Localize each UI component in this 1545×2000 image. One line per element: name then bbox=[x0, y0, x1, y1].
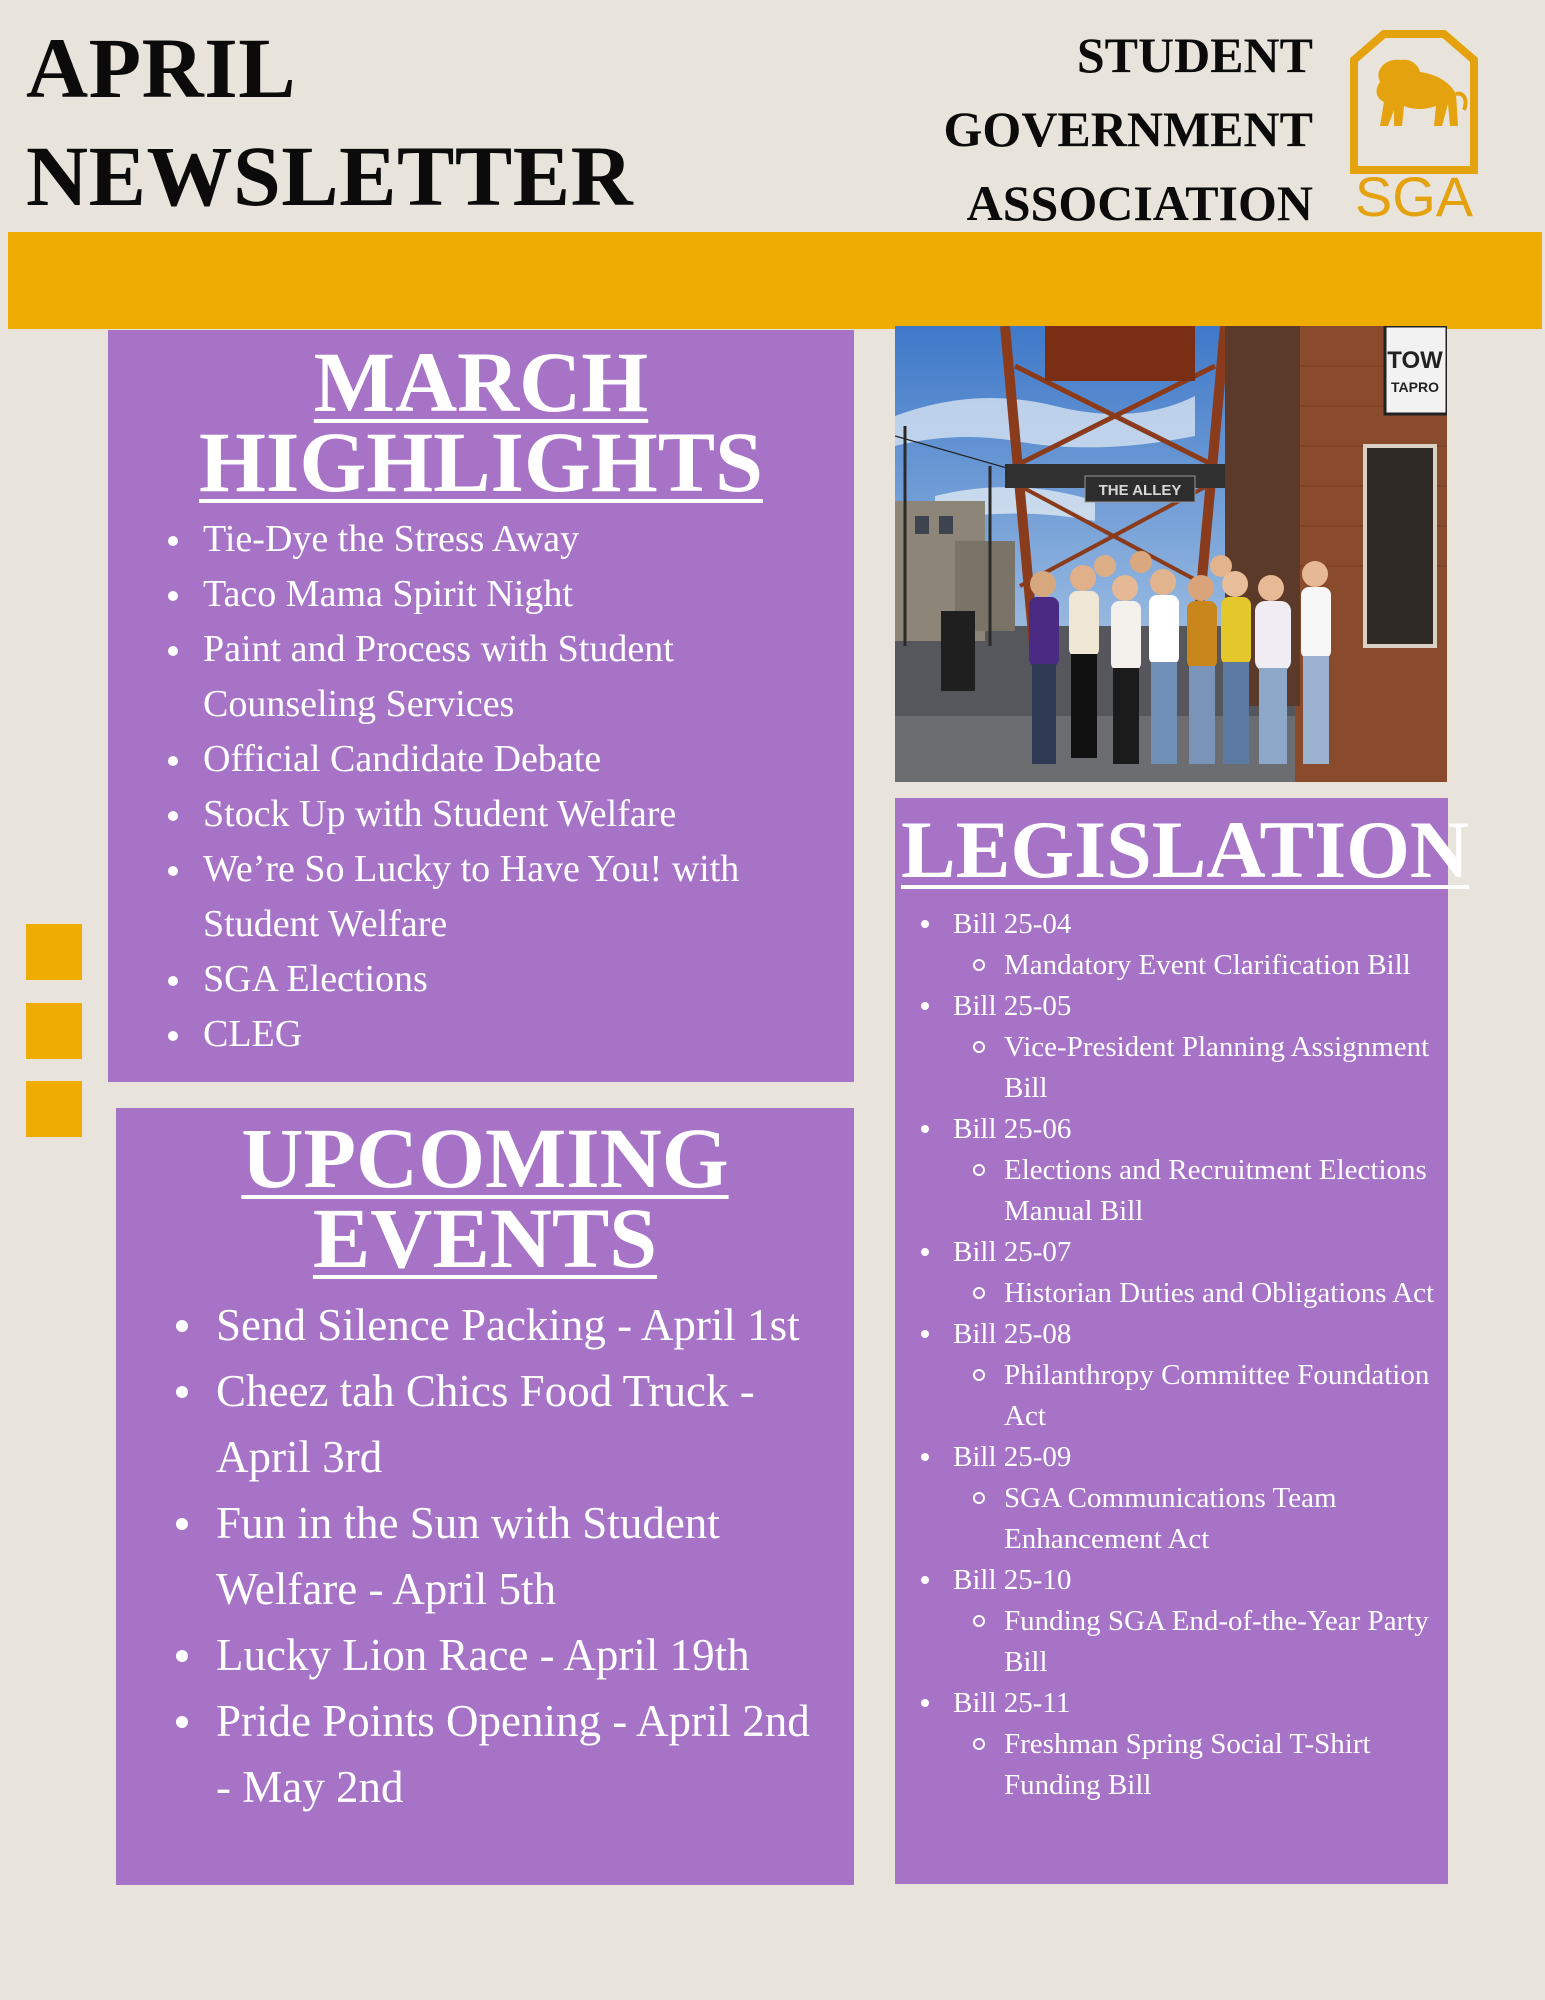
bill-number: Bill 25-08 bbox=[895, 1314, 1448, 1355]
list-item: Official Candidate Debate bbox=[108, 732, 763, 787]
heading-line: HIGHLIGHTS bbox=[199, 414, 763, 510]
bill-name: Philanthropy Committee Foundation Act bbox=[895, 1355, 1440, 1437]
legislation-heading: LEGISLATION bbox=[901, 804, 1470, 895]
list-item: Fun in the Sun with Student Welfare - April 5th bbox=[116, 1490, 816, 1622]
taproom-sign-text: TOW bbox=[1387, 347, 1443, 374]
taproom-sign-subtext: TAPRO bbox=[1391, 379, 1439, 395]
bill-name: Historian Duties and Obligations Act bbox=[895, 1273, 1440, 1314]
bill-name: Freshman Spring Social T-Shirt Funding Bill bbox=[895, 1724, 1440, 1806]
upcoming-events-heading bbox=[116, 1108, 854, 1286]
upcoming-events-list bbox=[116, 1292, 854, 1820]
bill-name: SGA Communications Team Enhancement Act bbox=[895, 1478, 1440, 1560]
newsletter-title bbox=[26, 14, 633, 230]
bill-number: Bill 25-11 bbox=[895, 1683, 1448, 1724]
bill-number: Bill 25-10 bbox=[895, 1560, 1448, 1601]
march-highlights-list bbox=[108, 512, 854, 1062]
sga-lion-logo bbox=[1344, 30, 1484, 225]
list-item: Cheez tah Chics Food Truck - April 3rd bbox=[116, 1358, 816, 1490]
org-line-1: STUDENT bbox=[1076, 27, 1313, 83]
org-line-2: GOVERNMENT bbox=[943, 101, 1313, 157]
list-item: CLEG bbox=[108, 1007, 763, 1062]
gold-square bbox=[26, 924, 82, 980]
bill-name: Funding SGA End-of-the-Year Party Bill bbox=[895, 1601, 1440, 1683]
person bbox=[1301, 561, 1331, 764]
person bbox=[1149, 569, 1179, 764]
person bbox=[1255, 575, 1291, 764]
list-item: Paint and Process with Student Counseling Services bbox=[108, 622, 763, 732]
bill-number: Bill 25-09 bbox=[895, 1437, 1448, 1478]
march-highlights-heading bbox=[108, 330, 854, 510]
bill-name: Elections and Recruitment Elections Manual Bill bbox=[895, 1150, 1440, 1232]
bill-number: Bill 25-06 bbox=[895, 1109, 1448, 1150]
bill-list bbox=[895, 904, 1448, 1806]
org-line-3: ASSOCIATION bbox=[966, 175, 1313, 231]
bill-number: Bill 25-04 bbox=[895, 904, 1448, 945]
lion-icon bbox=[1377, 60, 1466, 126]
heading-line: MARCH bbox=[313, 334, 649, 430]
person bbox=[1187, 575, 1217, 764]
bill-name: Vice-President Planning Assignment Bill bbox=[895, 1027, 1440, 1109]
person bbox=[1221, 571, 1251, 764]
title-line-2: NEWSLETTER bbox=[26, 128, 634, 224]
group-photo bbox=[895, 326, 1447, 782]
list-item: Pride Points Opening - April 2nd - May 2nd bbox=[116, 1688, 816, 1820]
list-item: Send Silence Packing - April 1st bbox=[116, 1292, 816, 1358]
bill-number: Bill 25-07 bbox=[895, 1232, 1448, 1273]
person bbox=[1111, 575, 1141, 764]
person bbox=[1069, 565, 1099, 758]
list-item: Taco Mama Spirit Night bbox=[108, 567, 763, 622]
upcoming-events-panel bbox=[116, 1108, 854, 1885]
heading-line: UPCOMING bbox=[241, 1110, 729, 1206]
march-highlights-panel bbox=[108, 330, 854, 1082]
bill-number: Bill 25-05 bbox=[895, 986, 1448, 1027]
list-item: We’re So Lucky to Have You! with Student Welfare bbox=[108, 842, 763, 952]
list-item: Stock Up with Student Welfare bbox=[108, 787, 763, 842]
gold-square bbox=[26, 1003, 82, 1059]
list-item: Lucky Lion Race - April 19th bbox=[116, 1622, 816, 1688]
list-item: Tie-Dye the Stress Away bbox=[108, 512, 763, 567]
alley-sign-text: THE ALLEY bbox=[1098, 482, 1182, 499]
list-item: SGA Elections bbox=[108, 952, 763, 1007]
person bbox=[1029, 571, 1059, 764]
organization-name bbox=[944, 18, 1313, 240]
header-gold-bar bbox=[8, 232, 1542, 329]
bill-name: Mandatory Event Clarification Bill bbox=[895, 945, 1440, 986]
legislation-panel bbox=[895, 798, 1470, 1884]
title-line-1: APRIL bbox=[26, 20, 297, 116]
logo-text: SGA bbox=[1354, 165, 1474, 225]
group-photo-illustration bbox=[895, 326, 1447, 782]
gold-square bbox=[26, 1081, 82, 1137]
heading-line: EVENTS bbox=[312, 1190, 658, 1286]
